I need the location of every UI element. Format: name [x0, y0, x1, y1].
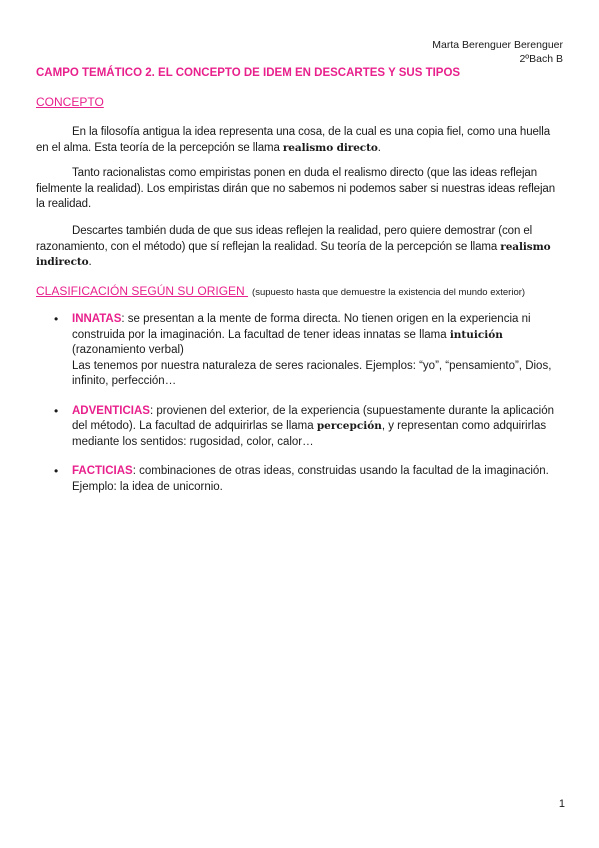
paragraph-1-strong: realismo directo: [282, 141, 378, 154]
list-item-text: : provienen del exterior, de la experiencia (supuestamente durante la aplicación del método). La facultad de adquirirlas se llama: [72, 404, 554, 432]
author-name: Marta Berenguer Berenguer: [432, 39, 563, 51]
page-number: 1: [558, 798, 565, 810]
section-heading-clasificacion: [36, 284, 525, 298]
list-item: [54, 464, 564, 495]
paragraph-1: [36, 125, 564, 156]
list-item: [54, 404, 564, 451]
paragraph-1-end: .: [377, 141, 381, 154]
paragraph-2-text: Tanto racionalistas como empiristas ponen en duda el realismo directo (que las ideas reflejan fielmente la realidad). Los empiristas dirán que no sabemos ni podemos saber si nuestras ideas reflejan la realidad.: [36, 167, 555, 210]
section-heading-clasificacion-label: CLASIFICACIÓN SEGÚN SU ORIGEN: [36, 284, 249, 298]
list-item: [54, 312, 564, 390]
class-group: 2ºBach B: [519, 53, 563, 65]
paragraph-1-text: En la filosofía antigua la idea representa una cosa, de la cual es una copia fiel, como una huella en el alma. Esta teoría de la percepción se llama: [36, 126, 550, 154]
list-item-term: ADVENTICIAS: [72, 404, 150, 417]
idea-types-list: [54, 312, 564, 509]
section-heading-concepto-label: CONCEPTO: [36, 95, 104, 109]
list-item-strong: percepción: [316, 420, 382, 432]
paragraph-3-strong: realismo indirecto: [36, 240, 551, 268]
list-item-text-end: (razonamiento verbal): [72, 344, 184, 356]
list-item-text-end: , y representan como adquirirlas mediante los sentidos: rugosidad, color, calor…: [72, 420, 547, 448]
paragraph-3: [36, 224, 564, 271]
document-title: CAMPO TEMÁTICO 2. EL CONCEPTO DE IDEM EN DESCARTES Y SUS TIPOS: [36, 67, 461, 79]
paragraph-2: [36, 166, 564, 213]
paragraph-3-end: .: [88, 256, 92, 268]
list-item-strong: intuición: [449, 328, 503, 341]
section-heading-concepto: [36, 95, 104, 109]
paragraph-3-text: Descartes también duda de que sus ideas reflejen la realidad, pero quiere demostrar (con el razonamiento, con el método) que sí reflejan la realidad. Su teoría de la percepción se llama: [36, 225, 533, 253]
bullet-icon: •: [54, 464, 59, 478]
list-item-text: : se presentan a la mente de forma directa. No tienen origen en la experiencia ni construida por la imaginación. La facultad de tener ideas innatas se llama: [72, 313, 531, 341]
list-item-extra: Las tenemos por nuestra naturaleza de seres racionales. Ejemplos: “yo”, “pensamiento”, Dios, infinito, perfección…: [72, 359, 552, 387]
list-item-term: INNATAS: [72, 313, 122, 325]
section-note: (supuesto hasta que demuestre la existencia del mundo exterior): [252, 287, 526, 298]
bullet-icon: •: [54, 312, 59, 326]
list-item-term: FACTICIAS: [72, 465, 133, 477]
bullet-icon: •: [54, 403, 59, 418]
list-item-text: : combinaciones de otras ideas, construidas usando la facultad de la imaginación. Ejemplo: la idea de unicornio.: [72, 465, 549, 493]
